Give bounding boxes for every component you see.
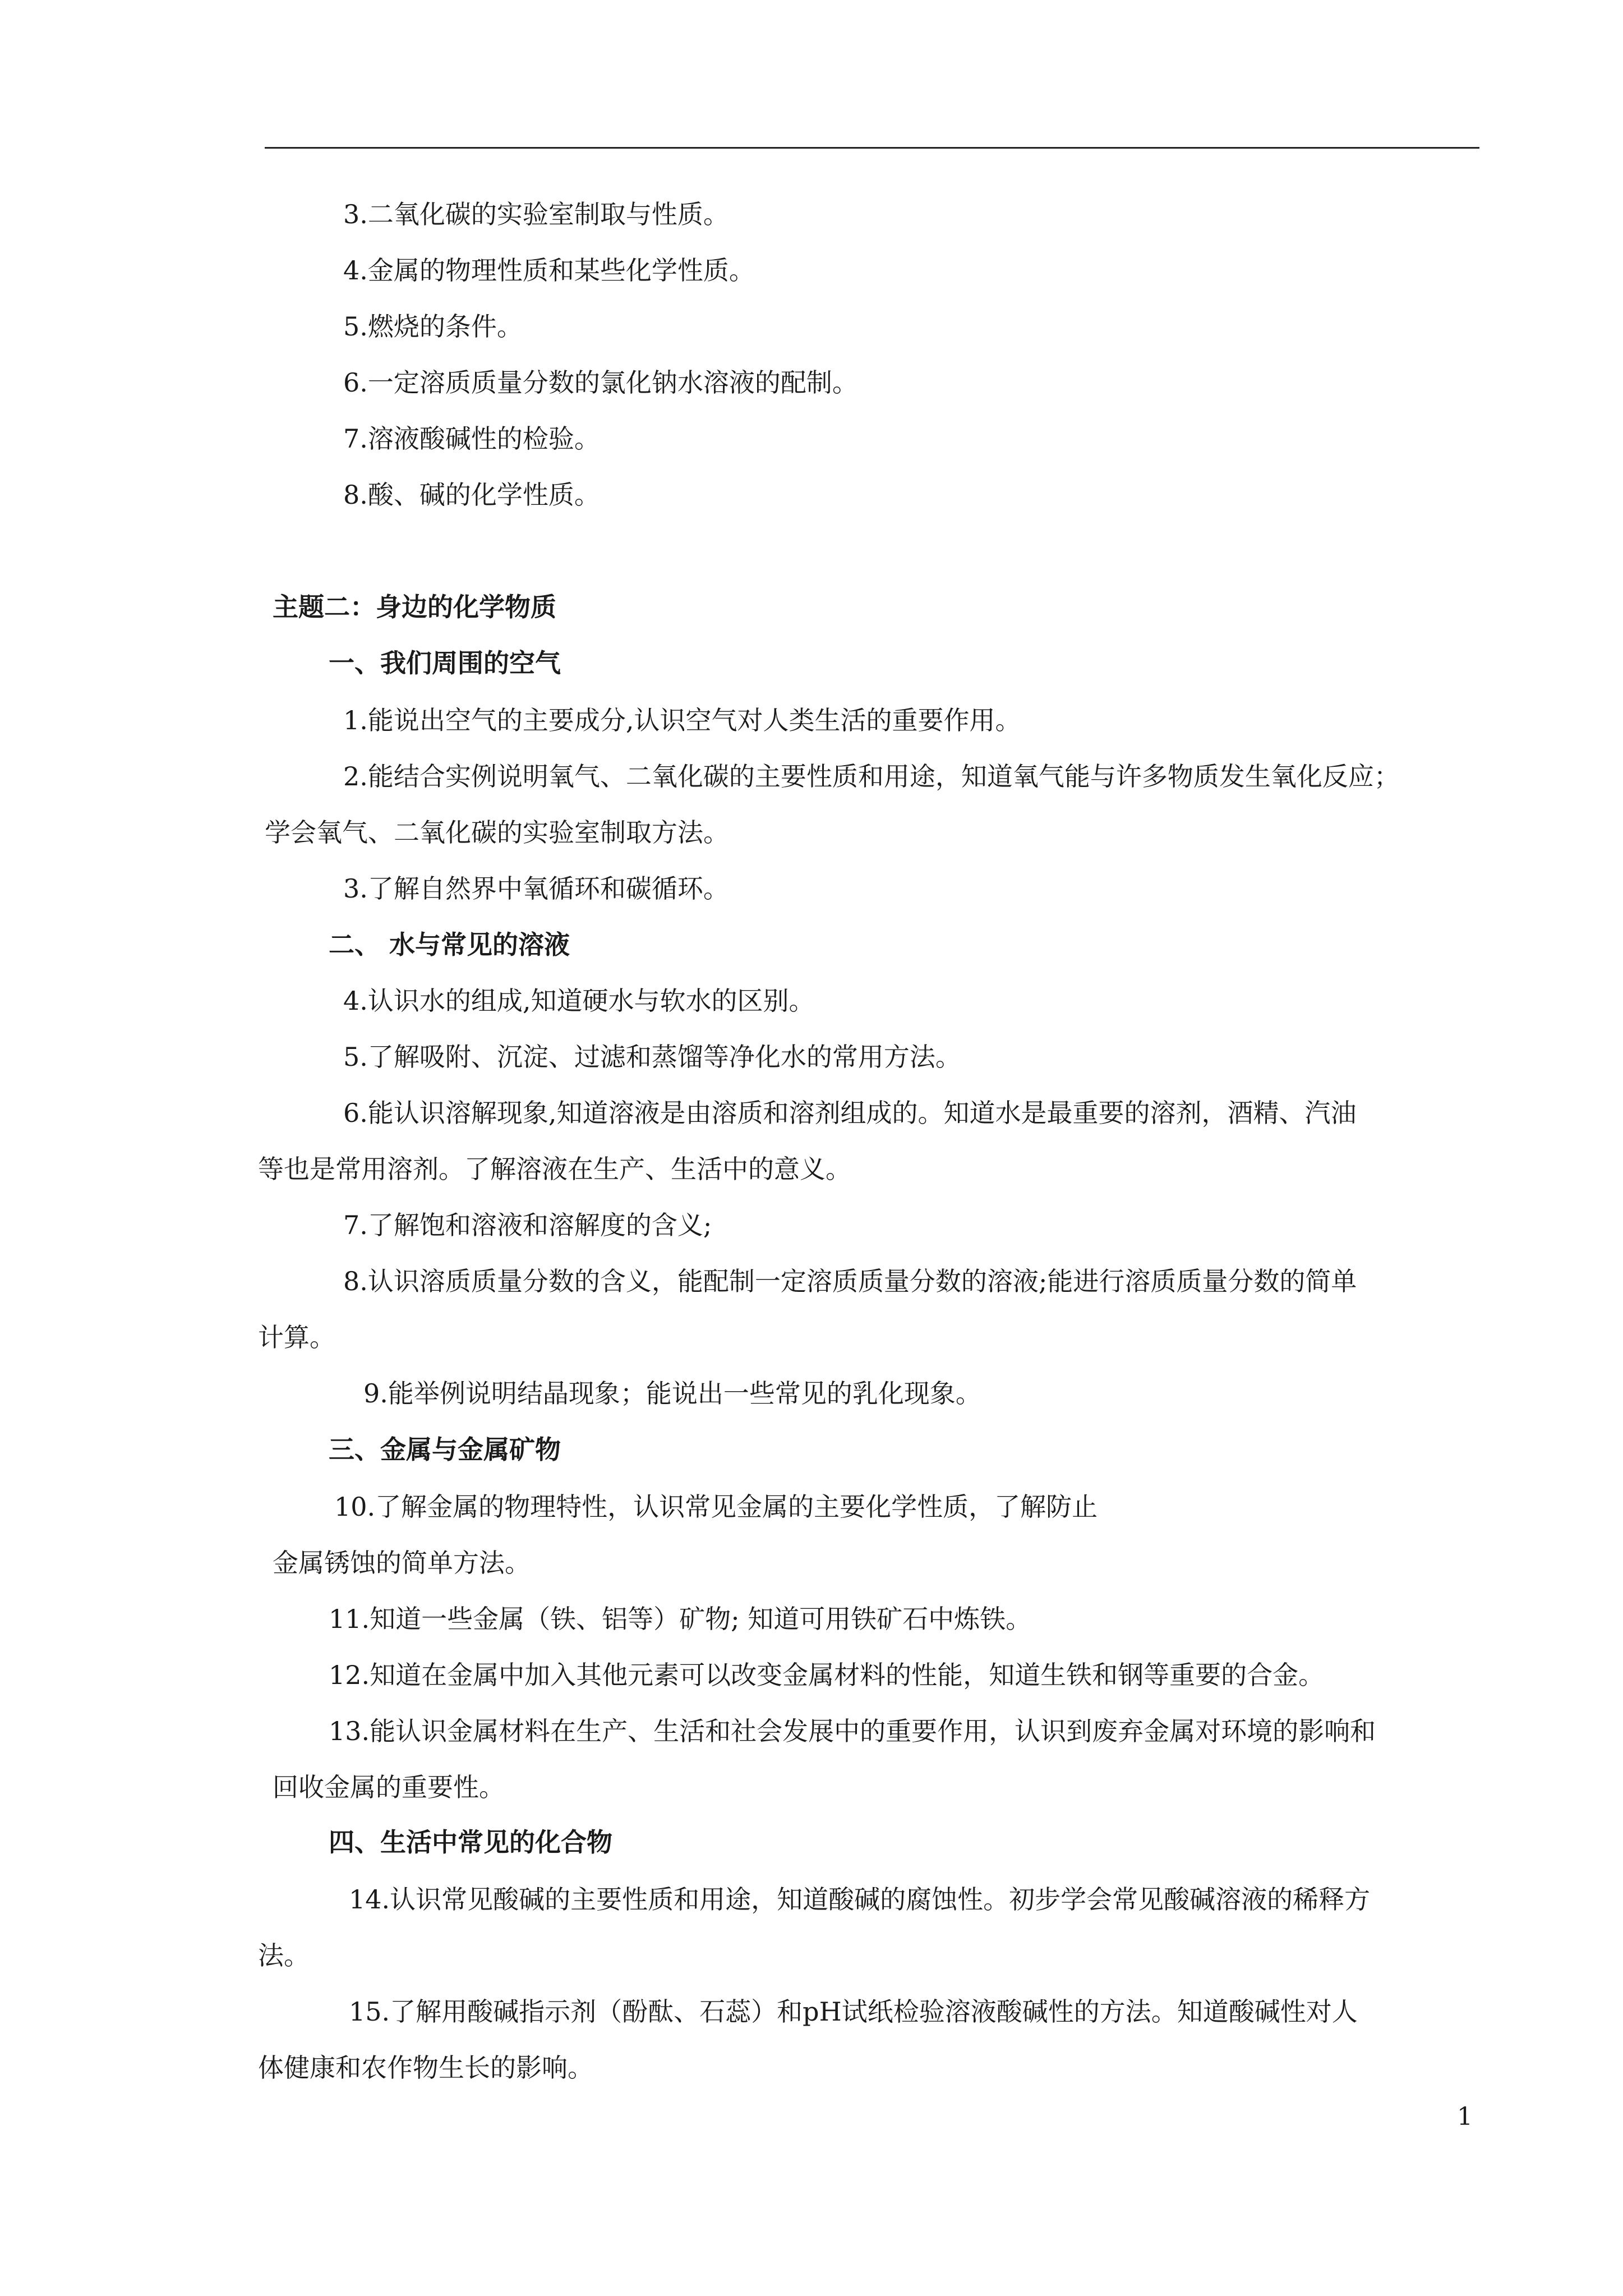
header-rule	[265, 147, 1479, 149]
section-heading: 四、生活中常见的化合物	[329, 1827, 612, 1857]
list-item: 学会氧气、二氧化碳的实验室制取方法。	[265, 817, 729, 848]
list-item: 体健康和农作物生长的影响。	[258, 2053, 593, 2083]
list-item: 1.能说出空气的主要成分,认识空气对人类生活的重要作用。	[343, 705, 1021, 735]
list-item: 5.了解吸附、沉淀、过滤和蒸馏等净化水的常用方法。	[343, 1042, 961, 1072]
list-item: 金属锈蚀的简单方法。	[273, 1548, 531, 1578]
list-item: 2.能结合实例说明氧气、二氧化碳的主要性质和用途，知道氧气能与许多物质发生氧化反应；	[343, 761, 1400, 792]
list-item: 等也是常用溶剂。了解溶液在生产、生活中的意义。	[258, 1154, 851, 1184]
list-item: 12.知道在金属中加入其他元素可以改变金属材料的性能，知道生铁和钢等重要的合金。	[329, 1660, 1325, 1690]
section-heading: 三、金属与金属矿物	[329, 1434, 561, 1465]
section-heading: 二、 水与常见的溶液	[329, 930, 570, 960]
list-item: 5.燃烧的条件。	[343, 311, 523, 342]
list-item: 3.二氧化碳的实验室制取与性质。	[343, 199, 729, 229]
list-item: 7.了解饱和溶液和溶解度的含义;	[343, 1210, 712, 1240]
list-item: 计算。	[258, 1322, 335, 1352]
theme-title: 主题二：身边的化学物质	[273, 592, 556, 622]
list-item: 9.能举例说明结晶现象；能说出一些常见的乳化现象。	[363, 1378, 981, 1409]
section-heading: 一、我们周围的空气	[329, 648, 561, 678]
list-item: 4.认识水的组成,知道硬水与软水的区别。	[343, 986, 815, 1016]
list-item: 10.了解金属的物理特性，认识常见金属的主要化学性质，了解防止	[334, 1492, 1098, 1522]
list-item: 11.知道一些金属（铁、铝等）矿物; 知道可用铁矿石中炼铁。	[329, 1604, 1032, 1634]
list-item: 6.一定溶质质量分数的氯化钠水溶液的配制。	[343, 367, 858, 398]
page-number: 1	[1457, 2102, 1473, 2131]
list-item: 7.溶液酸碱性的检验。	[343, 424, 600, 454]
list-item: 8.认识溶质质量分数的含义，能配制一定溶质质量分数的溶液;能进行溶质质量分数的简单	[343, 1266, 1357, 1296]
list-item: 14.认识常见酸碱的主要性质和用途，知道酸碱的腐蚀性。初步学会常见酸碱溶液的稀释方	[349, 1884, 1371, 1915]
list-item: 8.酸、碱的化学性质。	[343, 480, 600, 510]
list-item: 4.金属的物理性质和某些化学性质。	[343, 255, 755, 286]
list-item: 13.能认识金属材料在生产、生活和社会发展中的重要作用，认识到废弃金属对环境的影响和	[329, 1716, 1376, 1746]
list-item: 3.了解自然界中氧循环和碳循环。	[343, 873, 729, 904]
list-item: 15.了解用酸碱指示剂（酚酞、石蕊）和pH试纸检验溶液酸碱性的方法。知道酸碱性对人	[349, 1996, 1358, 2027]
list-item: 法。	[258, 1940, 310, 1971]
list-item: 6.能认识溶解现象,知道溶液是由溶质和溶剂组成的。知道水是最重要的溶剂，酒精、汽油	[343, 1098, 1357, 1128]
list-item: 回收金属的重要性。	[273, 1772, 505, 1802]
